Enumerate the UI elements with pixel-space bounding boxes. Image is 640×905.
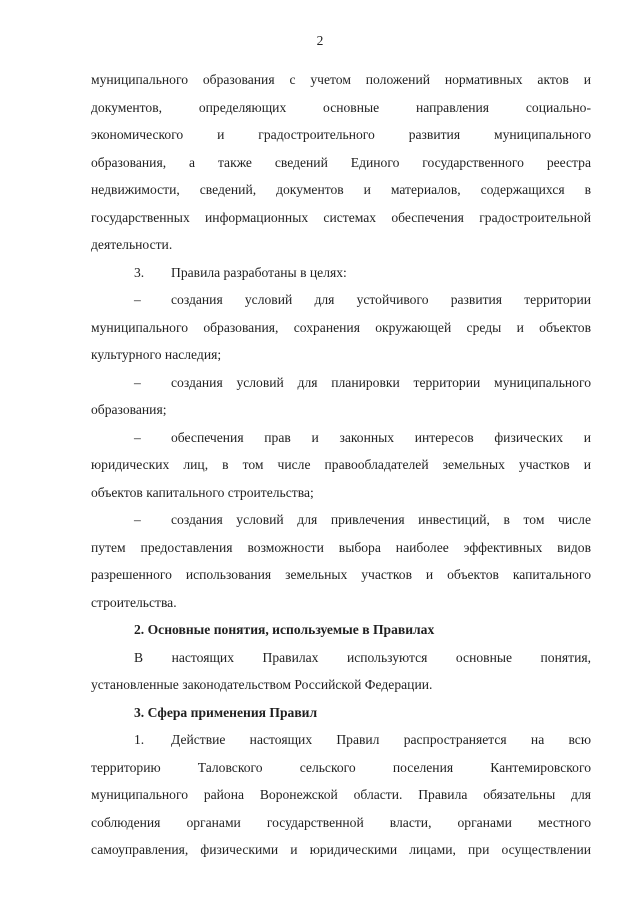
dash-bullet: – [134, 429, 141, 445]
goal-continuation: культурного наследия; [91, 347, 222, 362]
goal-continuation: юридических лиц, в том числе правообладателей земельных участков и [91, 457, 591, 472]
goal-item-first-line [91, 424, 591, 452]
numbered-item-3 [91, 259, 591, 287]
goal-item-first-line [91, 286, 591, 314]
goal-continuation: разрешенного использования земельных участков и объектов капитального [91, 567, 591, 582]
section-heading-3: 3. Сфера применения Правил [134, 704, 318, 720]
goal-text: создания условий для планировки территории муниципального [171, 374, 591, 390]
dash-bullet: – [134, 292, 141, 307]
section-3-line: самоуправления, физическими и юридическими лицами, при осуществлении [91, 842, 591, 857]
section-2-line: В настоящих Правилах используются основные понятия, [134, 649, 591, 665]
goal-text: создания условий для привлечения инвестиций, в том числе [171, 512, 591, 527]
section-3-line: муниципального района Воронежской области. Правила обязательны для [91, 787, 591, 802]
goal-continuation: муниципального образования, сохранения окружающей среды и объектов [91, 319, 591, 335]
body-line: документов, определяющих основные направления социально- [91, 99, 591, 115]
page-number: 2 [316, 33, 324, 48]
document-body [91, 66, 591, 864]
body-line: недвижимости, сведений, документов и материалов, содержащихся в [91, 182, 591, 197]
body-line: образования, а также сведений Единого государственного реестра [91, 154, 591, 170]
goal-continuation: объектов капитального строительства; [91, 484, 314, 500]
body-line: экономического и градостроительного развития муниципального [91, 127, 591, 142]
goal-item-first-line [91, 369, 591, 397]
item-text: Действие настоящих Правил распространяется на всю [171, 732, 591, 747]
item-number: 1. [134, 732, 145, 747]
body-line: деятельности. [91, 237, 173, 252]
dash-bullet: – [134, 512, 141, 527]
body-line: государственных информационных системах обеспечения градостроительной [91, 209, 591, 225]
section-3-line: территорию Таловского сельского поселения Кантемировского [91, 759, 591, 775]
dash-bullet: – [134, 374, 141, 390]
section-heading-2: 2. Основные понятия, используемые в Правилах [134, 622, 435, 637]
body-line: муниципального образования с учетом положений нормативных актов и [91, 72, 591, 87]
goal-text: обеспечения прав и законных интересов физических и [171, 429, 591, 445]
item-text: Правила разработаны в целях: [171, 264, 347, 280]
section-3-item-1 [91, 726, 591, 754]
goal-continuation: образования; [91, 402, 167, 417]
section-2-line: установленные законодательством Российской Федерации. [91, 677, 433, 692]
goal-continuation: строительства. [91, 594, 177, 610]
goal-text: создания условий для устойчивого развития территории [171, 292, 591, 307]
goal-item-first-line [91, 506, 591, 534]
goal-continuation: путем предоставления возможности выбора наиболее эффективных видов [91, 539, 591, 555]
item-number: 3. [134, 264, 145, 280]
section-3-line: соблюдения органами государственной власти, органами местного [91, 814, 591, 830]
